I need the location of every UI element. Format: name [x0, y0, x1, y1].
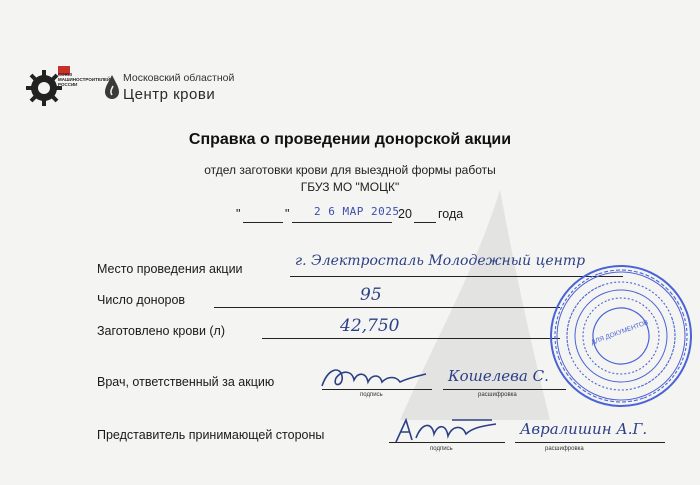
- blood-center-line1: Московский областной: [123, 72, 235, 84]
- official-seal-icon: [547, 262, 695, 410]
- location-label: Место проведения акции: [97, 262, 243, 276]
- rep-decoding-line: [515, 442, 665, 443]
- date-year-line: [414, 222, 436, 223]
- document-subtitle-line1: отдел заготовки крови для выездной формы работы: [204, 163, 496, 177]
- doctor-name: Кошелева С.: [448, 367, 549, 385]
- document-subtitle-line2: ГБУЗ МО "МОЦК": [300, 180, 400, 194]
- doctor-signature-icon: [318, 362, 430, 394]
- rep-signature-icon: [392, 414, 504, 446]
- blood-line: [262, 338, 560, 339]
- gear-logo-text: СОЮЗ МАШИНОСТРОИТЕЛЕЙ РОССИИ: [58, 72, 111, 87]
- date-year-prefix: 20: [398, 207, 412, 221]
- date-open-quote: ": [236, 207, 241, 221]
- date-month-line: [292, 222, 392, 223]
- document-title: Справка о проведении донорской акции: [188, 131, 512, 148]
- seal-center-text: ДЛЯ ДОКУМЕНТОВ: [590, 319, 650, 347]
- date-year-word: года: [438, 207, 464, 221]
- blood-label: Заготовлено крови (л): [97, 324, 226, 338]
- rep-decoding-caption: расшифровка: [545, 446, 584, 452]
- doctor-signature-caption: подпись: [360, 392, 383, 398]
- doctor-decoding-caption: расшифровка: [478, 392, 517, 398]
- date-day-line: [243, 222, 283, 223]
- date-stamp: 2 6 МАР 2025: [314, 205, 400, 218]
- doctor-label: Врач, ответственный за акцию: [97, 375, 275, 389]
- blood-center-line2: Центр крови: [123, 86, 216, 103]
- rep-label: Представитель принимающей стороны: [97, 428, 325, 442]
- rep-signature-caption: подпись: [430, 446, 453, 452]
- rep-name: Авралишин А.Г.: [520, 420, 648, 438]
- donors-label: Число доноров: [97, 293, 186, 307]
- date-close-quote: ": [285, 207, 290, 221]
- blood-value: 42,750: [340, 316, 400, 336]
- donors-line: [214, 307, 560, 308]
- blood-drop-icon: [104, 74, 120, 100]
- location-value: г. Электросталь Молодежный центр: [295, 253, 586, 269]
- donors-value: 95: [360, 285, 382, 305]
